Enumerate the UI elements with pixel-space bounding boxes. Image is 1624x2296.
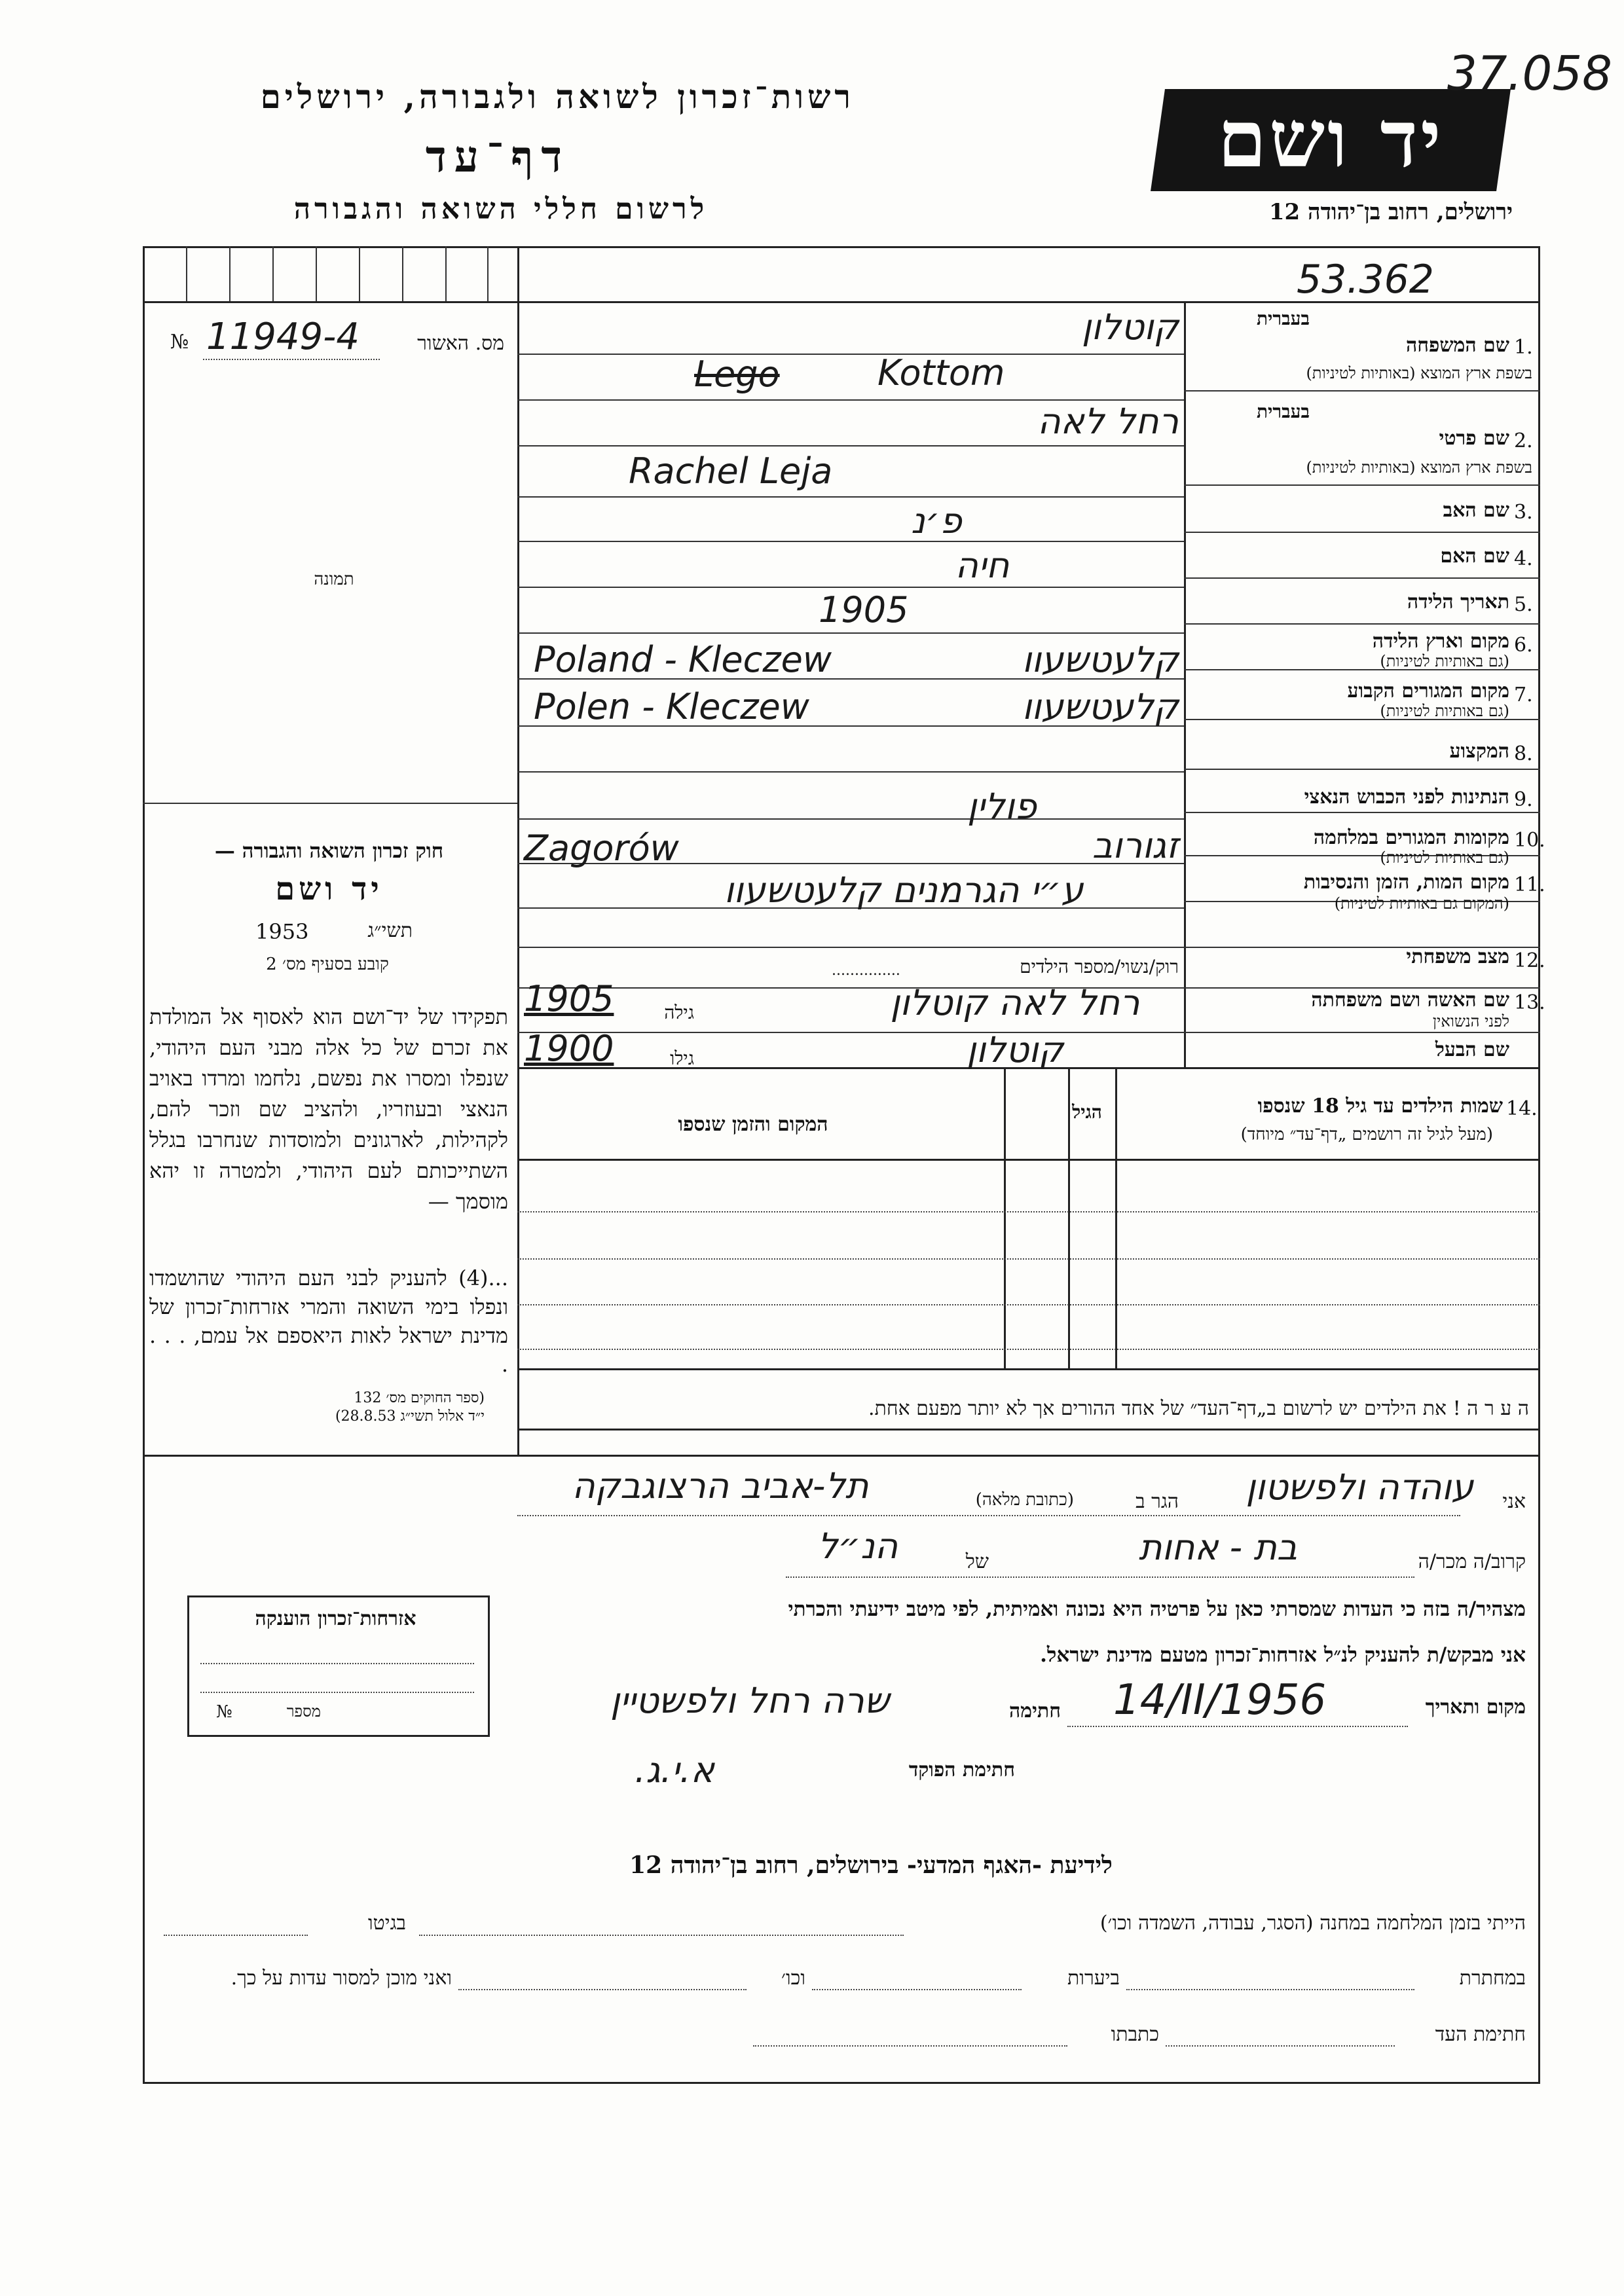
cert-number: 11949-4 [206, 316, 360, 358]
field-13-number: 13. [1514, 991, 1545, 1014]
children-row-line [517, 1349, 1540, 1350]
field-6-value-heb: קלעטשעוו [1022, 639, 1179, 680]
notice-line1-b: בגיטו [367, 1912, 406, 1935]
frame-bottom [143, 2082, 1540, 2084]
children-row-line [517, 1211, 1540, 1212]
field-1-value-lat: Kottom [877, 352, 1005, 393]
field-1-value-heb: קוטלון [1081, 306, 1179, 348]
field-11-sub: (המקום גם באותיות לטיניות) [1334, 894, 1509, 913]
decl-request-text: אני מבקש/ת להעניק לנ״ל אזרחות־זכרון מטעם מדינת ישראל. [1040, 1643, 1526, 1667]
children-table-bottom [517, 1368, 1540, 1370]
field-8-label: המקצוע [1449, 740, 1509, 763]
notice-line3-b: כתבתו [1111, 2023, 1159, 2046]
decl-dotline [517, 1515, 1460, 1516]
field-10-sub: (גם באותיות לטיניות) [1380, 848, 1509, 867]
children-row-line [517, 1304, 1540, 1305]
notice-title: לידיעת -האגף המדעי- בירושלים, רחוב בן־יהודה 12 [629, 1851, 1113, 1879]
field-7-number: 7. [1514, 683, 1533, 706]
form-title: דף־עד [425, 131, 570, 182]
value-line [517, 354, 1184, 355]
decl-ani: אני [1502, 1490, 1526, 1513]
citizenship-no-label: מספר [286, 1702, 321, 1721]
law-text-1: תפקידו של יד־ושם הוא לאסוף אל המולדת את זכרם של כל אלה מבני העם היהודי, שנפלו ומסרו את נפשם, נלחמו ומרדו באויב הנאצי ובעוזריו, ולהציב שם וזכר להם, לקהילות, לארגונים ולמוסדות שנחרבו בגלל השתייכותם לעם היהודי, ולמטרה זו יהא מוסמך — [149, 1004, 508, 1214]
husband-value: קוטלון [966, 1029, 1064, 1070]
photo-box-bottom [143, 803, 517, 804]
box-divider [359, 246, 360, 301]
value-line [517, 587, 1184, 588]
field-5-value: 1905 [819, 589, 909, 630]
age-wife-label: גילה [664, 1002, 694, 1023]
row-separator [1184, 812, 1540, 813]
age-husband-value: 1900 [524, 1028, 614, 1069]
row-separator [1184, 577, 1540, 579]
frame-left [143, 246, 145, 2053]
handwritten-number-2: 53.362 [1297, 257, 1434, 302]
law-title: חוק זכרון השואה והגבורה — [214, 839, 444, 863]
field-10-number: 10. [1514, 829, 1545, 852]
field-9-label: הנתינות לפני הכבוש הנאצי [1304, 786, 1509, 809]
notice-dotline [419, 1935, 904, 1936]
children-header-bottom [517, 1159, 1540, 1161]
status-row-label: רוק/נשוי/מספר הילדים [1020, 956, 1179, 977]
field-3-value: פ׳נ [911, 500, 962, 541]
field-6-value-lat: Poland - Kleczew [534, 639, 832, 680]
decl-of-value: הנ״ל [817, 1525, 898, 1567]
field-11-label: מקום המות, הזמן והנסיבות [1303, 871, 1509, 894]
logo-text: יד ושם [1217, 93, 1444, 185]
note-bottom [517, 1429, 1540, 1430]
box-divider [229, 246, 231, 301]
handwritten-number-top: 37.058 [1447, 46, 1612, 101]
box-divider [316, 246, 317, 301]
cert-label: מס. האשור [417, 332, 504, 355]
cert-no-prefix: № [170, 331, 189, 354]
field-7-value-lat: Polen - Kleczew [534, 686, 809, 727]
decl-signature-label: חתימה [1009, 1700, 1061, 1722]
box-divider [445, 246, 447, 301]
notice-dotline [164, 1935, 308, 1936]
field-2-value-heb: רחל לאה [1037, 401, 1179, 442]
notice-dotline [458, 1989, 747, 1990]
children-number: 14. [1506, 1097, 1538, 1120]
children-col-divider [1004, 1067, 1006, 1368]
field-6-label: מקום וארץ הלידה [1372, 630, 1509, 653]
decl-address-label: (כתובת מלאה) [975, 1490, 1074, 1510]
law-clause: קובע בסעיף מס׳ 2 [266, 955, 389, 974]
notice-line1-a: הייתי בזמן המלחמה במחנה (הסגר, עבודה, השמדה וכו׳) [1099, 1912, 1526, 1935]
authority-title: רשות־זכרון לשואה ולגבורה, ירושלים [260, 77, 855, 116]
box-divider [487, 246, 489, 301]
field-10-value-lat: Zagorów [524, 828, 679, 869]
left-panel-divider [517, 246, 519, 1455]
box-divider [272, 246, 274, 301]
frame-right [1538, 246, 1540, 2053]
decl-of-label: של [965, 1550, 989, 1573]
field-7-label: מקום המגורים הקבוע [1347, 680, 1509, 702]
age-wife-value: 1905 [524, 978, 614, 1019]
field-12-number: 12. [1514, 949, 1545, 972]
law-ref-2: י״ד אלול תשי״ג 28.8.53) [335, 1408, 485, 1425]
label-column-divider [1184, 302, 1186, 1067]
field-1-heb-tag: בעברית [1256, 308, 1310, 329]
field-2-number: 2. [1514, 429, 1533, 452]
field-9-value: פולין [967, 786, 1037, 827]
field-11-value: ע״י הגרמנים קלעטשעוו [724, 869, 1084, 911]
value-line [517, 496, 1184, 498]
field-4-label: שם האם [1440, 545, 1509, 568]
decl-dotline [786, 1576, 1414, 1578]
row-separator [1184, 1032, 1540, 1033]
field-3-number: 3. [1514, 501, 1533, 524]
field-2-value-lat: Rachel Leja [629, 450, 833, 492]
form-subtitle: לרשום חללי השואה והגבורה [293, 192, 709, 226]
row-separator [1184, 484, 1540, 486]
field-7-sub: (גם באותיות לטיניות) [1380, 702, 1509, 720]
notice-dotline [1166, 2045, 1395, 2047]
field-4-number: 4. [1514, 547, 1533, 570]
law-name: יד ושם [275, 871, 383, 907]
decl-relative-label: קרוב/ה מכר/ה [1418, 1550, 1526, 1573]
field-12-label: מצב משפחתי [1406, 945, 1509, 968]
decl-relation-value: בת - אחות [1138, 1527, 1298, 1568]
field-13-value: רחל לאה קוטלון [890, 982, 1140, 1023]
notice-line2-c: וכו׳ [781, 1967, 805, 1990]
box-divider [186, 246, 187, 301]
notice-dotline [1126, 1989, 1414, 1990]
law-ref-1: (ספר החוקים מס׳ 132 [354, 1390, 485, 1406]
field-2-label: שם פרטי [1439, 427, 1509, 450]
field-5-number: 5. [1514, 593, 1533, 616]
field-4-value: חיה [955, 545, 1010, 586]
frame-right-bottom [1538, 2053, 1540, 2082]
age-husband-label: גילו [670, 1048, 694, 1069]
decl-declare-text: מצהיר/ה בזה כי העדות שמסרתי כאן על פרטיה היא נכונה ואמיתית, לפי מיטב ידיעתי והכרתי [788, 1597, 1526, 1621]
decl-officer-signature: א.י.ג. [635, 1749, 714, 1791]
decl-signature-value: שרה רחל ולפשטיין [610, 1680, 890, 1721]
upper-section-bottom [143, 1455, 1540, 1457]
citizenship-dotline [200, 1663, 474, 1664]
photo-label: תמונה [314, 570, 354, 589]
field-13-label: שם האשה ושם משפחתה [1311, 989, 1509, 1011]
children-row-line [517, 1258, 1540, 1260]
field-1-value-struck: Lego [694, 354, 780, 395]
decl-address-value: תל-אביב הרצוגבקה [572, 1465, 869, 1506]
field-2-sub: בשפת ארץ המוצא (באותיות לטיניות) [1306, 458, 1532, 477]
box-divider [402, 246, 403, 301]
frame-left-bottom [143, 2053, 145, 2082]
decl-officer-label: חתימת הפוקד [908, 1758, 1015, 1781]
notice-dotline [753, 2045, 1067, 2047]
field-9-number: 9. [1514, 788, 1533, 811]
value-line [517, 445, 1184, 446]
notice-line2-a: במחתרת [1459, 1967, 1526, 1990]
field-1-sub: בשפת ארץ המוצא (באותיות לטיניות) [1306, 364, 1532, 382]
children-subtitle: (מעל לגיל זה רושמים „דף־עד״ מיוחד) [1240, 1125, 1493, 1144]
field-3-label: שם האב [1443, 499, 1509, 522]
field-10-value-heb: זגורוב [1092, 825, 1179, 866]
row-separator [1184, 532, 1540, 533]
decl-lives-label: הגר ב [1135, 1490, 1179, 1513]
note: ה ע ר ה ! את הילדים יש לרשום ב„דף־העד״ של אחד ההורים אך לא יותר מפעם אחת. [868, 1397, 1529, 1420]
field-6-number: 6. [1514, 634, 1533, 657]
notice-dotline [812, 1989, 1022, 1990]
status-row-dots: ............... [832, 962, 900, 979]
field-13-sub: לפני הנשואין [1432, 1012, 1509, 1030]
field-1-label: שם המשפחה [1405, 334, 1509, 357]
cert-dotline [203, 359, 380, 360]
citizenship-dotline [200, 1692, 474, 1693]
field-8-number: 8. [1514, 742, 1533, 765]
frame-top [143, 246, 1540, 248]
notice-line3-a: חתימת העד [1435, 2023, 1526, 2046]
row-separator [1184, 623, 1540, 625]
value-line [517, 771, 1184, 773]
address: ירושלים, רחוב בן־יהודה 12 [1268, 199, 1513, 225]
notice-line2-b: ביערות [1067, 1967, 1120, 1990]
field-7-value-heb: קלעטשעוו [1022, 686, 1179, 727]
children-title: שמות הילדים עד גיל 18 שנספו [1257, 1095, 1503, 1118]
children-col-age: הגיל [1072, 1101, 1102, 1123]
decl-place-date-label: מקום ותאריך [1425, 1696, 1526, 1719]
field-6-sub: (גם באותיות לטיניות) [1380, 652, 1509, 670]
law-text-2: ...(4) להעניק לבני העם היהודי שהושמדו ונפלו בימי השואה והמרי אזרחות־זכרון של מדינת ישראל לאות היאספם אל עמם, . . . . [149, 1266, 508, 1377]
decl-dotline [1067, 1726, 1408, 1727]
notice-line2-d: ואני מוכן למסור עדות על כך. [231, 1967, 452, 1990]
field-1-number: 1. [1514, 336, 1533, 359]
law-year-hebrew: תשי״ג [367, 919, 413, 942]
husband-label: שם הבעל [1435, 1038, 1509, 1061]
field-2-heb-tag: בעברית [1256, 401, 1310, 422]
row-separator [1184, 390, 1540, 392]
header-row-bottom [143, 301, 1540, 303]
field-10-label: מקומות המגורים במלחמה [1313, 826, 1509, 849]
children-col-place: המקום והזמן שנספו [678, 1113, 828, 1136]
children-col-divider [1115, 1067, 1117, 1368]
law-year: 1953 [255, 919, 309, 944]
field-11-number: 11. [1514, 873, 1545, 896]
value-line [517, 541, 1184, 542]
citizenship-title: אזרחות־זכרון הוענקה [255, 1607, 416, 1630]
citizenship-no-prefix: № [216, 1702, 232, 1722]
value-line [517, 947, 1184, 948]
decl-date-value: 14/II/1956 [1113, 1676, 1327, 1724]
field-5-label: תאריך הלידה [1407, 591, 1509, 613]
row-separator [1184, 769, 1540, 770]
decl-witness-name: עוהדה ולפשטון [1246, 1467, 1473, 1508]
value-line [517, 632, 1184, 634]
